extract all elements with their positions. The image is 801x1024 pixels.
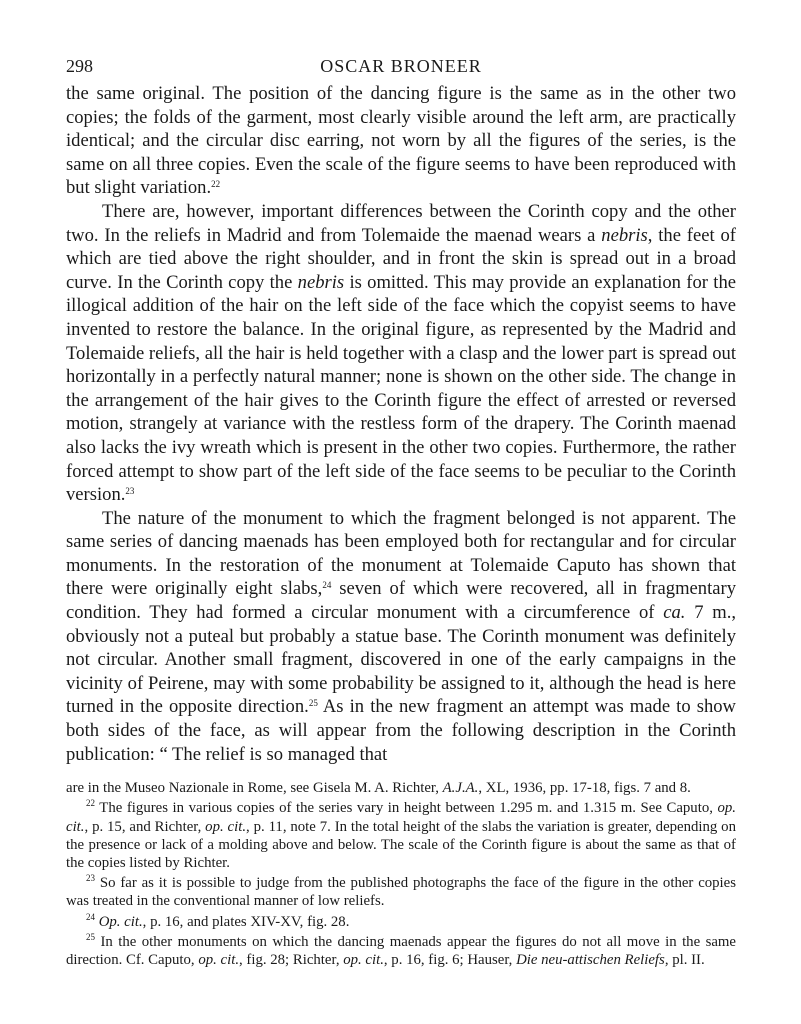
footnote-text: In the other monuments on which the dancing maenads appear the figures do not all move in the same direction. Cf. Caputo, (66, 933, 736, 969)
italic-op-cit: op. cit. (205, 818, 247, 835)
page-number: 298 (66, 56, 93, 76)
italic-op-cit: Op. cit. (95, 913, 143, 930)
italic-book-title: Die neu-attischen Reliefs (516, 952, 665, 969)
italic-ca: ca. (663, 602, 686, 624)
footnote-text: are in the Museo Nazionale in Rome, see Gisela M. A. Richter, (66, 780, 443, 797)
paragraph-3 (66, 507, 736, 767)
footnote-text: , XL, 1936, pp. 17-18, figs. 7 and 8. (478, 780, 691, 797)
paragraph-3-text-b: seven of which were recovered, all in fragmentary condition. They had formed a circular monument with a circumference of (66, 578, 736, 624)
paragraph-2-text-a: There are, however, important differences between the Corinth copy and the other two. In the reliefs in Madrid and from Tolemaide the maenad wears a (66, 200, 736, 246)
footnote-25 (66, 933, 736, 969)
footnote-ref-23: 23 (125, 486, 135, 497)
footnote-text: , p. 15, and Richter, (84, 818, 206, 835)
footnote-number: 25 (86, 931, 95, 942)
running-head (66, 52, 736, 82)
footnote-text: , pl. II. (664, 952, 705, 969)
paragraph-2 (66, 200, 736, 507)
footnote-number: 23 (86, 873, 95, 884)
page (66, 52, 736, 971)
footnote-text: , fig. 28; Richter, (239, 952, 344, 969)
paragraph-2-text-c: is omitted. This may provide an explanation for the illogical addition of the hair on the left side of the face which the copyist seems to have invented to restore the balance. In the original figure, as represented by the Madrid and Tolemaide reliefs, all the hair is held together with a clasp and the lower part is spread out horizontally in a perfectly natural manner; none is shown on the other side. The change in the arrangement of the hair gives to the Corinth figure the effect of arrested or reversed motion, strangely at variance with the restless form of the drapery. The Corinth maenad also lacks the ivy wreath which is present in the other two copies. Furthermore, the rather forced attempt to show part of the left side of the face seems to be peculiar to the Corinth version. (66, 271, 736, 506)
italic-op-cit: op. cit. (198, 952, 240, 969)
italic-nebris: nebris (601, 224, 648, 246)
footnote-continuation (66, 779, 736, 797)
footnote-ref-25: 25 (308, 698, 318, 709)
footnote-number: 22 (86, 798, 95, 809)
footnote-number: 24 (86, 911, 95, 922)
footnote-text: So far as it is possible to judge from the published photographs the face of the figure in the other copies was treated in the conventional manner of low reliefs. (66, 875, 736, 910)
paragraph-3-text-d: As in the new fragment an attempt was made to show both sides of the face, as will appear from the following description in the Corinth publication: “ The relief is so managed that (66, 696, 736, 765)
paragraph-3-text-a: The nature of the monument to which the fragment belonged is not apparent. The same series of dancing maenads has been employed both for rectangular and for circular monuments. In the restoration of the monument at Tolemaide Caputo has shown that there were originally eight slabs, (66, 507, 736, 600)
footnote-22 (66, 799, 736, 872)
italic-nebris: nebris (297, 271, 345, 293)
paragraph-3-text-c: 7 m., obviously not a puteal but probably a statue base. The Corinth monument was definitely not circular. Another small fragment, discovered in one of the early campaigns in the vicinity of Peirene, may with some probability be assigned to it, although the head is here turned in the opposite direction. (66, 602, 736, 718)
body-text (66, 82, 736, 766)
footnote-text: , p. 11, note 7. In the total height of the slabs the variation is greater, depending on the presence or lack of a molding above and below. The scale of the Corinth figure is about the same as that of the copies listed by Richter. (66, 818, 736, 872)
paragraph-1 (66, 82, 736, 200)
footnote-text: , p. 16, fig. 6; Hauser, (383, 952, 517, 969)
footnote-ref-24: 24 (322, 580, 332, 591)
italic-op-cit: op. cit. (343, 952, 384, 969)
italic-journal: A.J.A. (442, 780, 479, 797)
footnotes (66, 779, 736, 969)
footnote-ref-22: 22 (211, 179, 221, 190)
running-title: OSCAR BRONEER (320, 56, 482, 76)
paragraph-2-text-b: , the feet of which are tied above the right shoulder, and in front the skin is spread out in a broad curve. In the Corinth copy the (66, 224, 736, 293)
footnote-23 (66, 874, 736, 910)
footnote-text: , p. 16, and plates XIV-XV, fig. 28. (142, 913, 350, 930)
paragraph-1-text: the same original. The position of the dancing figure is the same as in the other two copies; the folds of the garment, most clearly visible around the left arm, are practically identical; and the circular disc earring, not worn by all the figures of the series, is the same on all three copies. Even the scale of the figure seems to have been reproduced with but slight variation. (66, 83, 736, 199)
footnote-text: The figures in various copies of the series vary in height between 1.295 m. and 1.315 m. See Caputo, (95, 800, 718, 817)
footnote-24 (66, 913, 736, 931)
italic-op-cit: op. cit. (66, 800, 736, 835)
